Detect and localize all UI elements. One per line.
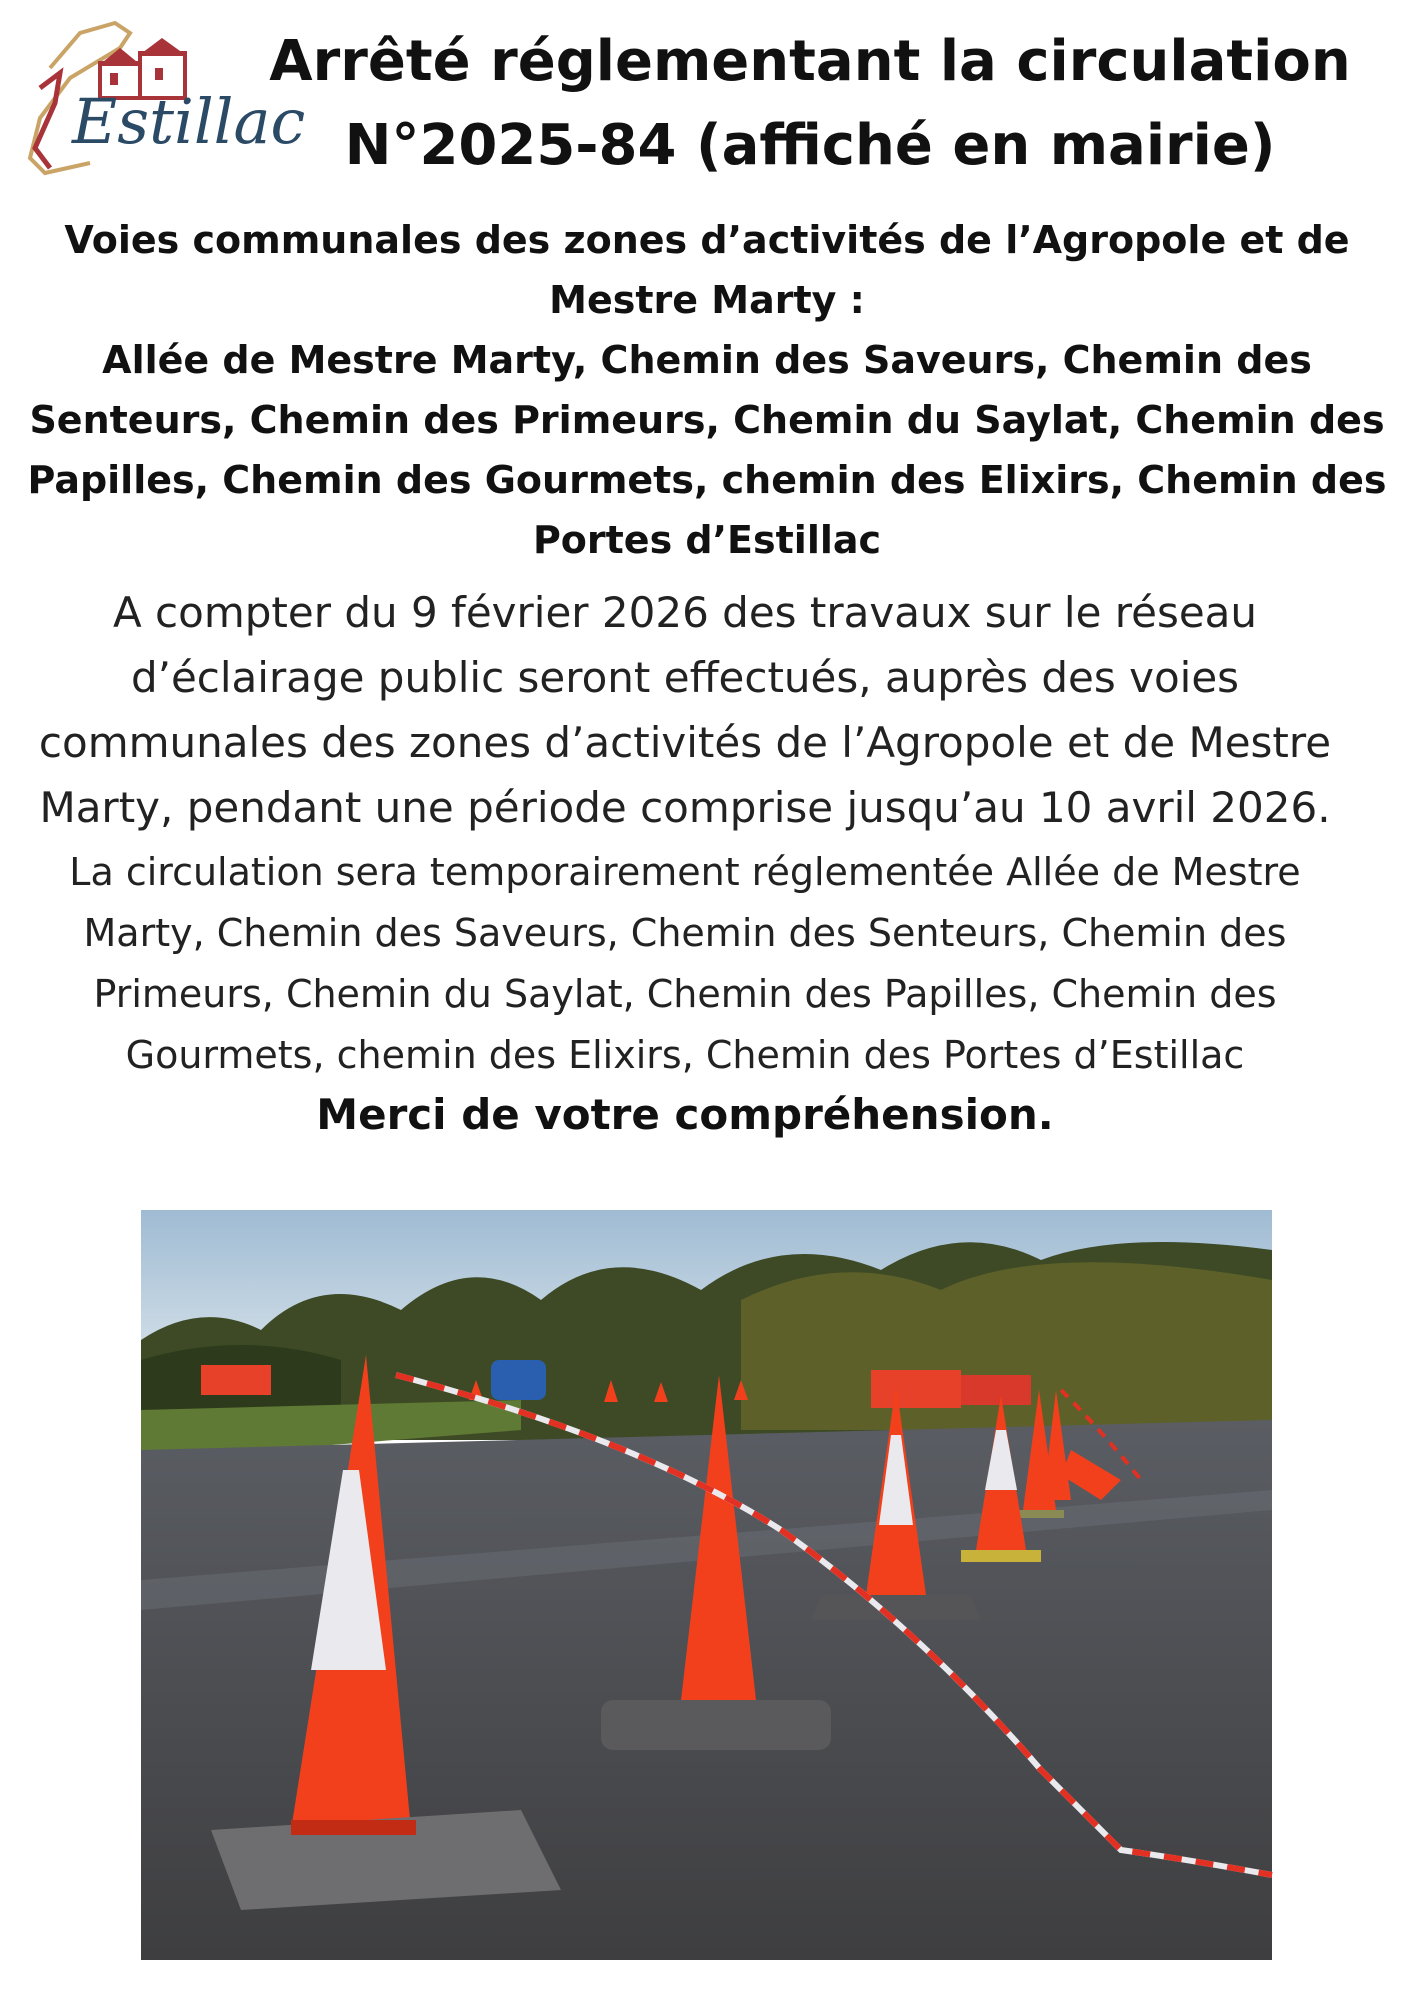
notice-line-4: Marty, pendant une période comprise jusqu’au 10 avril 2026.: [39, 783, 1331, 832]
traffic-cones-icon: [141, 1210, 1272, 1960]
streets-line-1: Voies communales des zones d’activités de l’Agropole et de: [64, 218, 1350, 262]
notice-line-7: Primeurs, Chemin du Saylat, Chemin des Papilles, Chemin des: [93, 972, 1277, 1016]
affected-streets: [20, 210, 1394, 570]
notice-line-5: La circulation sera temporairement réglementée Allée de Mestre: [69, 850, 1301, 894]
estillac-logo: [10, 8, 306, 178]
streets-line-4: Senteurs, Chemin des Primeurs, Chemin du Saylat, Chemin des: [29, 398, 1385, 442]
streets-line-3: Allée de Mestre Marty, Chemin des Saveurs, Chemin des: [102, 338, 1312, 382]
page-title: [230, 20, 1390, 188]
notice-line-1: A compter du 9 février 2026 des travaux sur le réseau: [112, 588, 1258, 637]
notice-paragraph: [15, 580, 1355, 840]
streets-line-5: Papilles, Chemin des Gourmets, chemin des Elixirs, Chemin des: [27, 458, 1387, 502]
notice-line-2: d’éclairage public seront effectués, auprès des voies: [130, 653, 1240, 702]
streets-line-2: Mestre Marty :: [549, 278, 865, 322]
title-line-2: N°2025-84 (affiché en mairie): [344, 113, 1276, 178]
traffic-paragraph: [15, 842, 1355, 1086]
logo-text: Estillac: [72, 85, 306, 158]
notice-line-3: communales des zones d’activités de l’Agropole et de Mestre: [38, 718, 1332, 767]
notice-line-8: Gourmets, chemin des Elixirs, Chemin des Portes d’Estillac: [125, 1033, 1245, 1077]
thanks-message: Merci de votre compréhension.: [316, 1090, 1054, 1139]
estillac-logo-icon: [10, 8, 306, 178]
title-line-1: Arrêté réglementant la circulation: [269, 29, 1351, 94]
roadworks-photo: [141, 1210, 1272, 1960]
notice-line-6: Marty, Chemin des Saveurs, Chemin des Senteurs, Chemin des: [83, 911, 1287, 955]
streets-line-6: Portes d’Estillac: [532, 518, 882, 562]
